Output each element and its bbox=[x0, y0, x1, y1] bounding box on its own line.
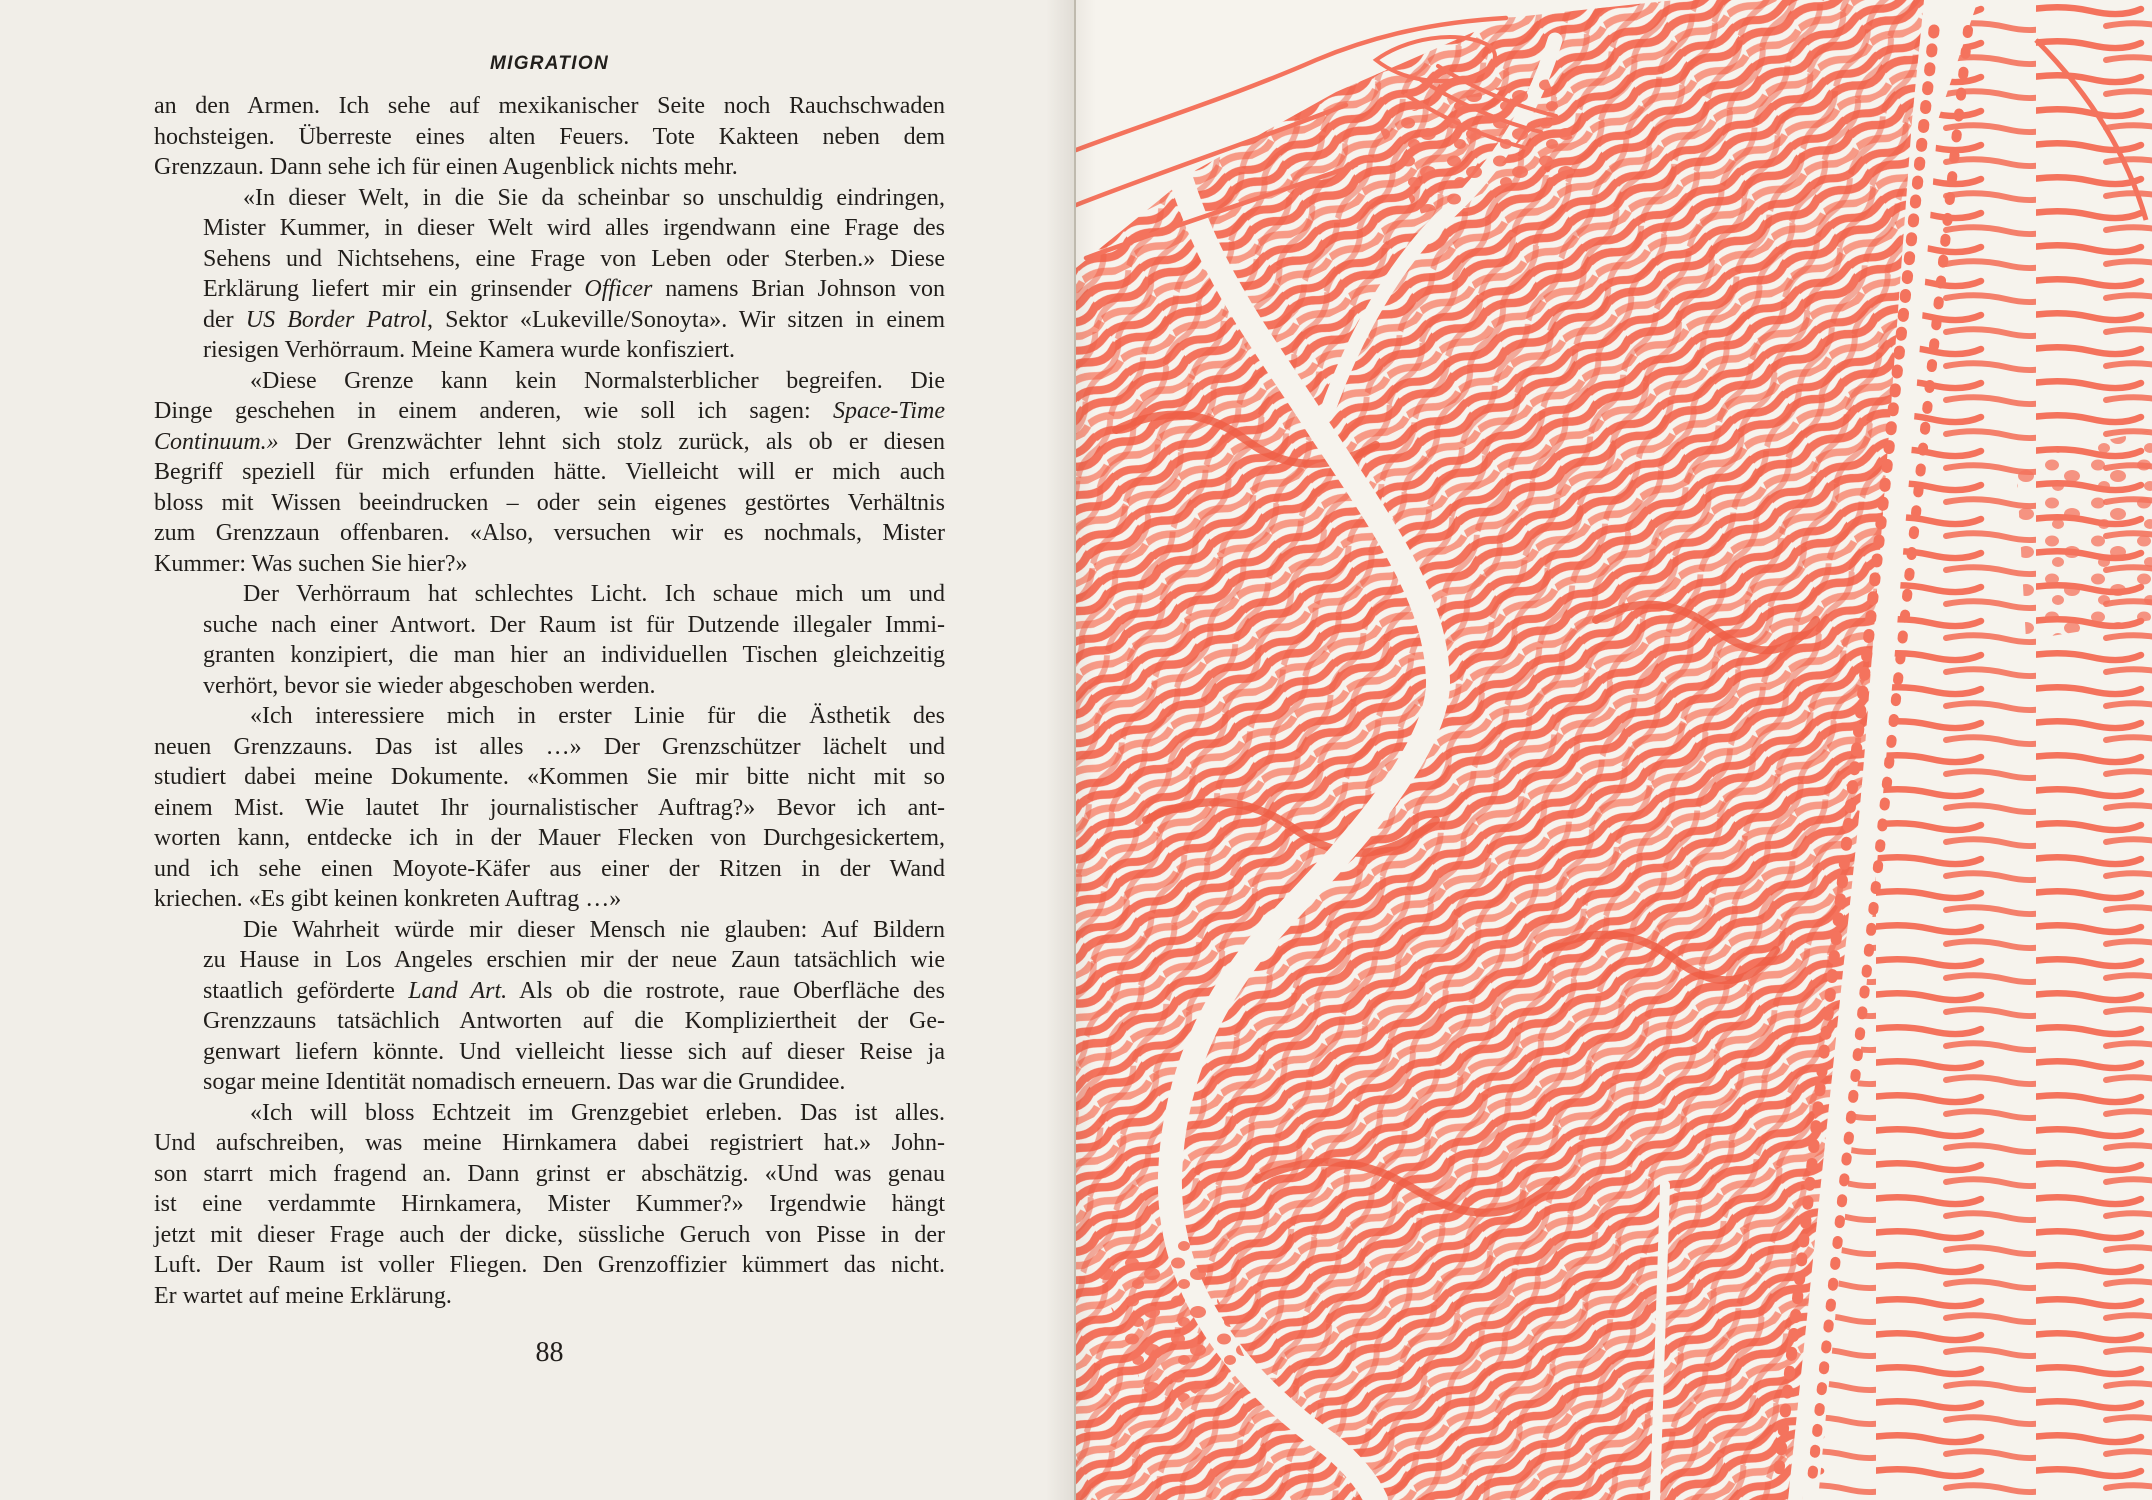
text-line: staatlich geförderte Land Art. Als ob die rostrote, raue Oberfläche des bbox=[203, 977, 945, 1004]
text-line: Begriff speziell für mich erfunden hätte. Vielleicht will er mich auch bbox=[154, 459, 945, 485]
text-line: worten kann, entdecke ich in der Mauer Flecken von Durchgesickertem, bbox=[154, 825, 945, 851]
text-line: neuen Grenzzauns. Das ist alles …» Der Grenzschützer lächelt und bbox=[154, 733, 945, 760]
running-head: MIGRATION bbox=[489, 53, 609, 74]
text-line: kriechen. «Es gibt keinen konkreten Auftrag …» bbox=[154, 886, 622, 912]
text-line: Erklärung liefert mir ein grinsender Officer namens Brian Johnson von bbox=[203, 276, 946, 302]
text-line: Dinge geschehen in einem anderen, wie soll ich sagen: Space-Time bbox=[154, 398, 945, 424]
text-line: «Ich interessiere mich in erster Linie für die Ästhetik des bbox=[250, 703, 945, 729]
text-line: Die Wahrheit würde mir dieser Mensch nie glauben: Auf Bildern bbox=[243, 916, 945, 943]
text-line: sogar meine Identität nomadisch erneuern. Das war die Grundidee. bbox=[203, 1069, 846, 1095]
right-page bbox=[1076, 0, 2152, 1500]
text-line: Grenzzaun. Dann sehe ich für einen Augenblick nichts mehr. bbox=[154, 154, 738, 180]
text-line: Luft. Der Raum ist voller Fliegen. Den Grenzoffizier kümmert das nicht. bbox=[154, 1252, 945, 1278]
text-line: an den Armen. Ich sehe auf mexikanischer Seite noch Rauchschwaden bbox=[154, 93, 945, 119]
text-line: Kummer: Was suchen Sie hier?» bbox=[154, 550, 468, 577]
text-line: son starrt mich fragend an. Dann grinst er abschätzig. «Und was genau bbox=[154, 1160, 945, 1187]
text-line: verhört, bevor sie wieder abgeschoben werden. bbox=[203, 672, 656, 699]
text-line: suche nach einer Antwort. Der Raum ist für Dutzende illegaler Immi- bbox=[203, 611, 945, 638]
text-line: Mister Kummer, in dieser Welt wird alles irgendwann eine Frage des bbox=[203, 215, 945, 241]
border-landscape-illustration bbox=[1076, 0, 2152, 1500]
text-line: granten konzipiert, die man hier an individuellen Tischen gleichzeitig bbox=[203, 642, 945, 668]
text-line: «Diese Grenze kann kein Normalsterblicher begreifen. Die bbox=[250, 367, 945, 394]
text-line: der US Border Patrol, Sektor «Lukeville/Sonoyta». Wir sitzen in einem bbox=[203, 306, 945, 333]
text-line: einem Mist. Wie lautet Ihr journalistischer Auftrag?» Bevor ich ant- bbox=[154, 794, 945, 821]
text-line: Sehens und Nichtsehens, eine Frage von Leben oder Sterben.» Diese bbox=[203, 245, 945, 272]
text-line: und ich sehe einen Moyote-Käfer aus einer der Ritzen in der Wand bbox=[154, 855, 945, 882]
text-line: riesigen Verhörraum. Meine Kamera wurde konfisziert. bbox=[203, 337, 736, 363]
text-block bbox=[154, 91, 945, 1311]
text-line: ist eine verdammte Hirnkamera, Mister Kummer?» Irgendwie hängt bbox=[154, 1191, 945, 1217]
text-line: jetzt mit dieser Frage auch der dicke, süssliche Geruch von Pisse in der bbox=[154, 1221, 945, 1248]
text-line: Der Verhörraum hat schlechtes Licht. Ich schaue mich um und bbox=[243, 581, 945, 607]
text-line: Continuum.» Der Grenzwächter lehnt sich stolz zurück, als ob er diesen bbox=[154, 428, 945, 455]
text-line: «In dieser Welt, in die Sie da scheinbar so unschuldig eindringen, bbox=[243, 184, 945, 211]
text-line: genwart liefern könnte. Und vielleicht liesse sich auf dieser Reise ja bbox=[203, 1038, 945, 1065]
text-line: Grenzzauns tatsächlich Antworten auf die Kompliziertheit der Ge- bbox=[203, 1008, 945, 1034]
text-line: zum Grenzzaun offenbaren. «Also, versuchen wir es nochmals, Mister bbox=[154, 520, 945, 546]
text-line: Er wartet auf meine Erklärung. bbox=[154, 1282, 452, 1309]
page-number: 88 bbox=[535, 1337, 564, 1368]
text-line: Und aufschreiben, was meine Hirnkamera dabei registriert hat.» John- bbox=[154, 1130, 945, 1156]
text-line: «Ich will bloss Echtzeit im Grenzgebiet erleben. Das ist alles. bbox=[250, 1099, 945, 1126]
text-line: zu Hause in Los Angeles erschien mir der neue Zaun tatsächlich wie bbox=[203, 947, 945, 973]
spine-gutter bbox=[1074, 0, 1076, 1500]
text-line: studiert dabei meine Dokumente. «Kommen Sie mir bitte nicht mit so bbox=[154, 764, 945, 790]
text-line: hochsteigen. Überreste eines alten Feuers. Tote Kakteen neben dem bbox=[154, 123, 945, 150]
text-line: bloss mit Wissen beeindrucken – oder sein eigenes gestörtes Verhältnis bbox=[154, 489, 945, 516]
